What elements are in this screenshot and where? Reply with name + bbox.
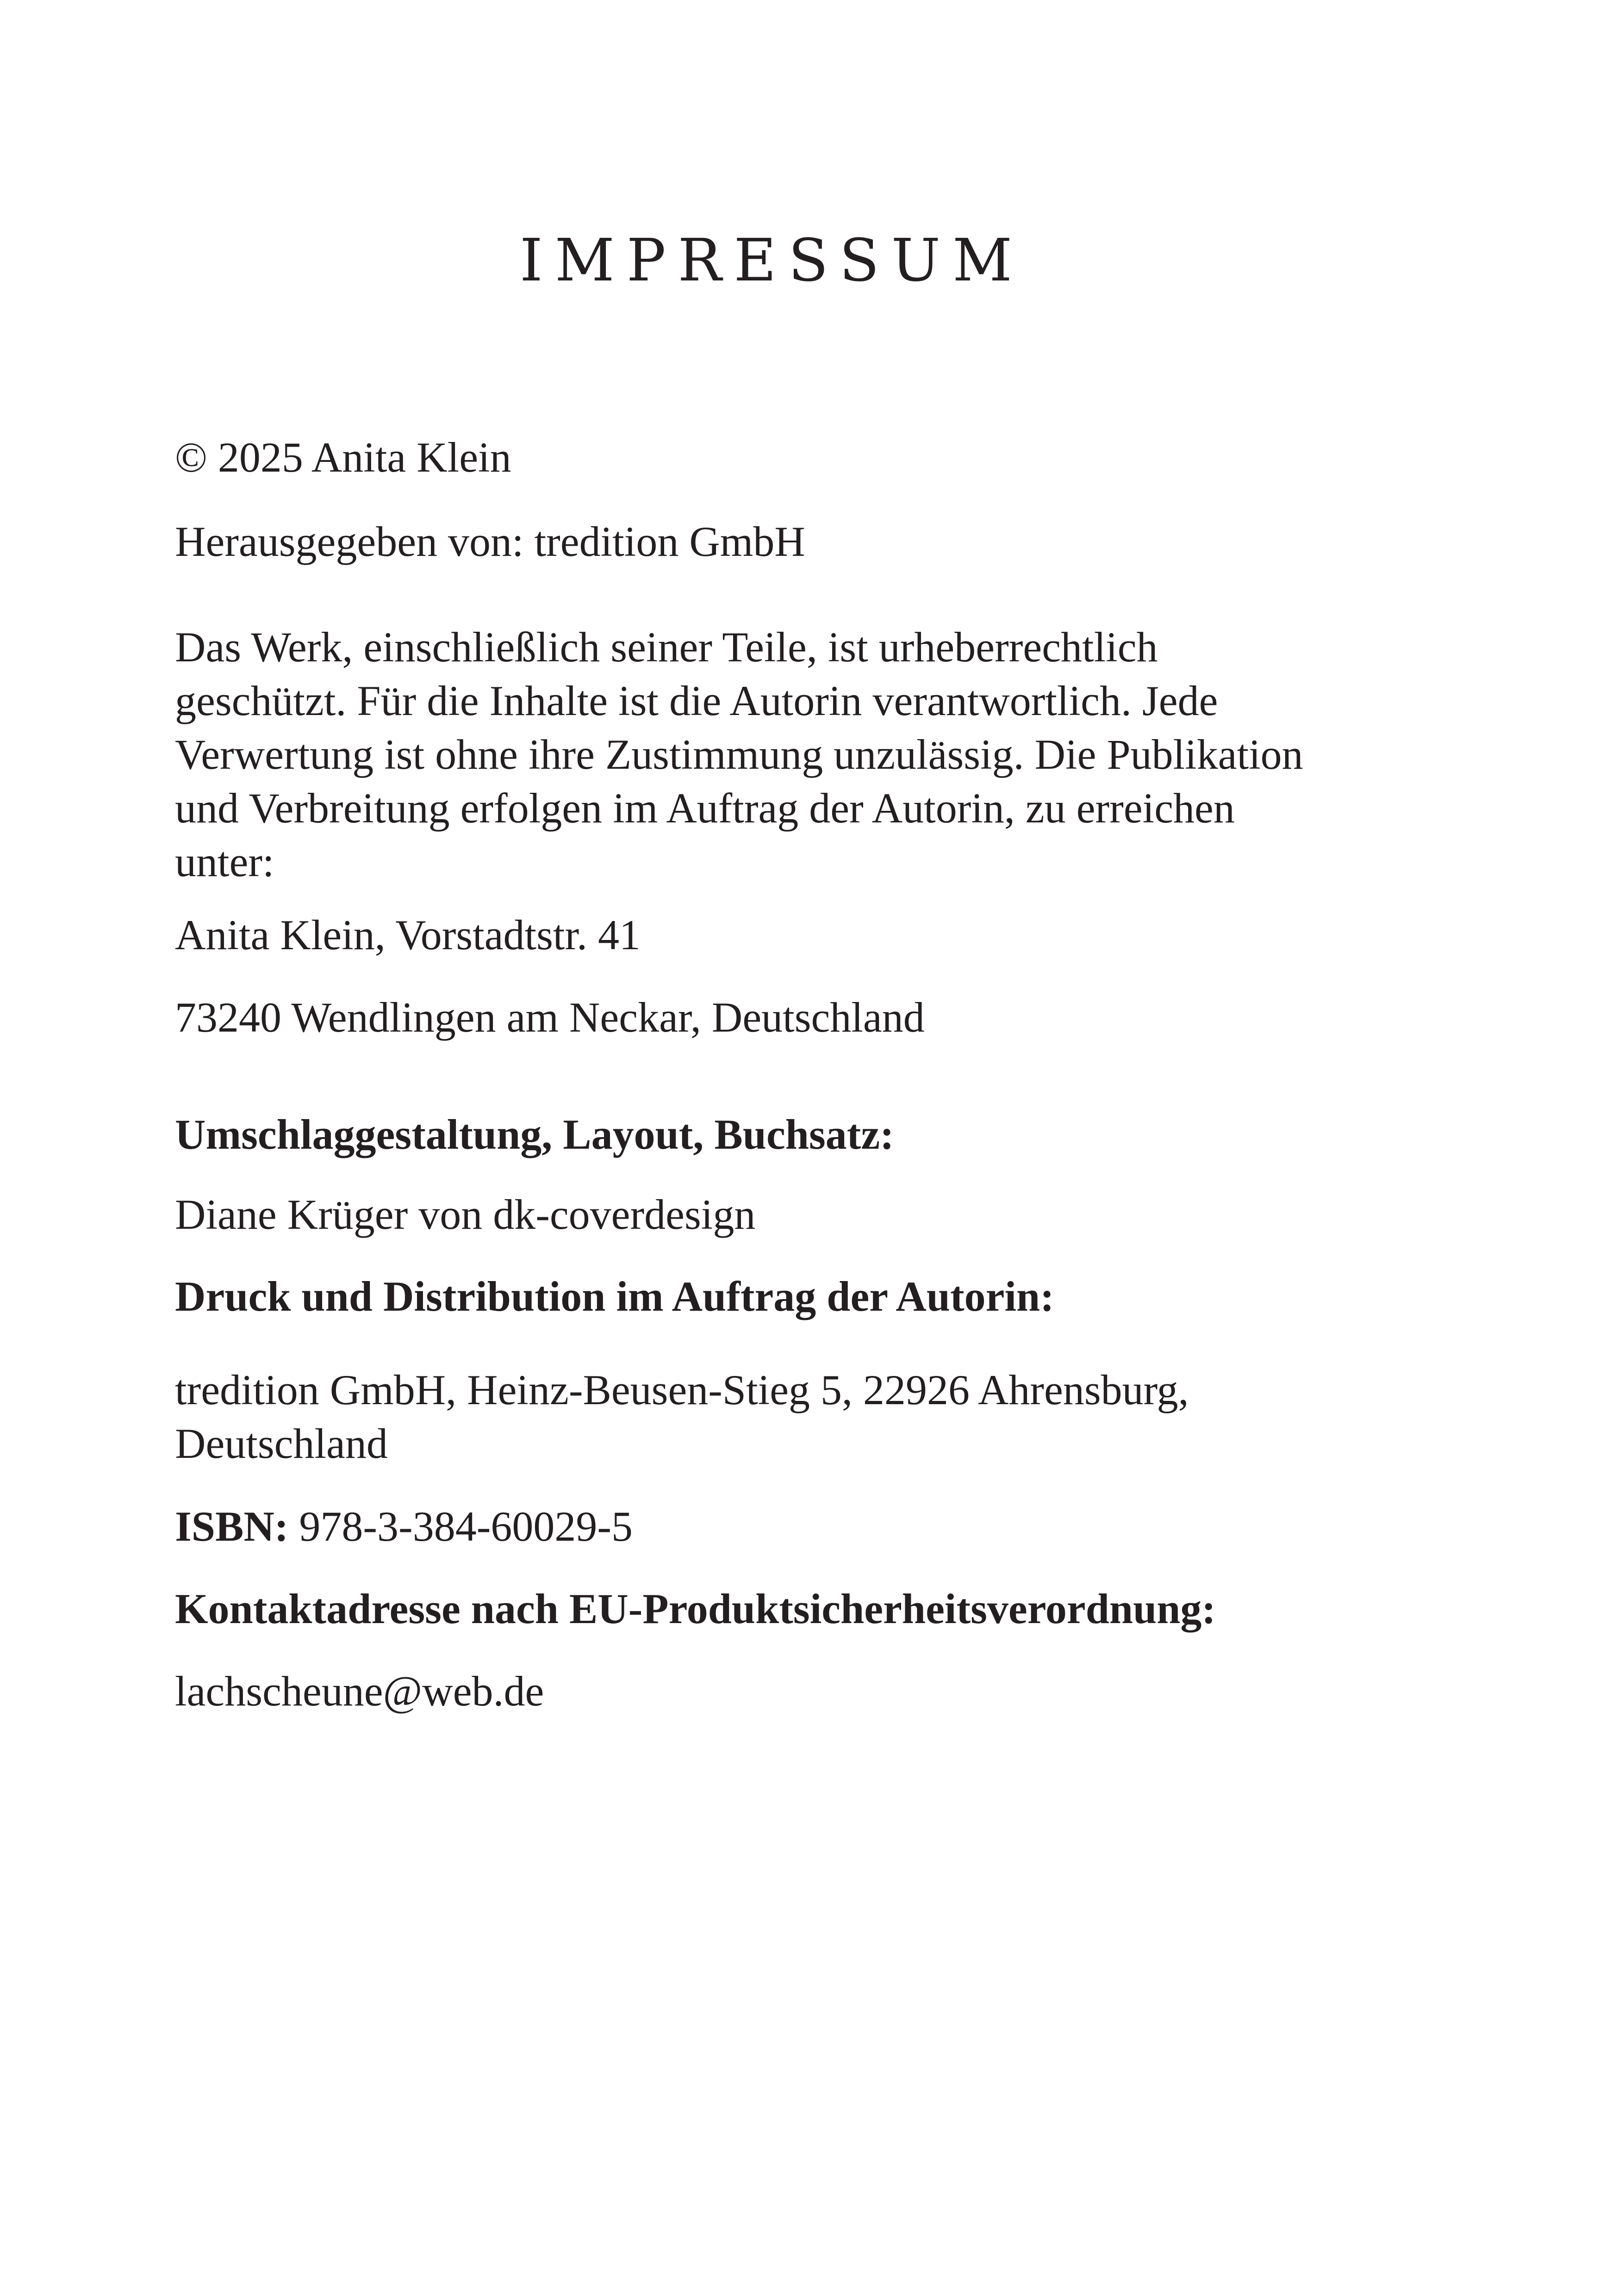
design-label: Umschlaggestaltung, Layout, Buchsatz: [175, 1111, 894, 1158]
author-city: 73240 Wendlingen am Neckar, Deutschland [175, 994, 925, 1041]
design-value: Diane Krüger von dk-coverdesign [175, 1191, 756, 1238]
author-street: Anita Klein, Vorstadtstr. 41 [175, 911, 641, 958]
distribution-line-2: Deutschland [175, 1420, 388, 1467]
isbn-label: ISBN: [175, 1503, 289, 1550]
isbn-line [175, 1500, 1425, 1553]
contact-email[interactable]: lachscheune@web.de [175, 1668, 544, 1715]
publisher-line: Herausgegeben von: tredition GmbH [175, 518, 805, 565]
rights-line-5: unter: [175, 838, 274, 885]
copyright-line: © 2025 Anita Klein [175, 434, 511, 481]
rights-line-4: und Verbreitung erfolgen im Auftrag der Autorin, zu erreichen [175, 784, 1235, 832]
distribution-label: Druck und Distribution im Auftrag der Autorin: [175, 1273, 1054, 1320]
rights-line-3: Verwertung ist ohne ihre Zustimmung unzulässig. Die Publikation [175, 731, 1303, 778]
isbn-value: 978-3-384-60029-5 [299, 1503, 633, 1550]
rights-line-1: Das Werk, einschließlich seiner Teile, ist urheberrechtlich [175, 623, 1158, 671]
rights-line-2: geschützt. Für die Inhalte ist die Autorin verantwortlich. Jede [175, 677, 1218, 724]
distribution-line-1: tredition GmbH, Heinz-Beusen-Stieg 5, 22926 Ahrensburg, [175, 1366, 1189, 1413]
contact-label: Kontaktadresse nach EU-Produktsicherheitsverordnung: [175, 1585, 1216, 1632]
page-title: IMPRESSUM [519, 226, 1025, 294]
